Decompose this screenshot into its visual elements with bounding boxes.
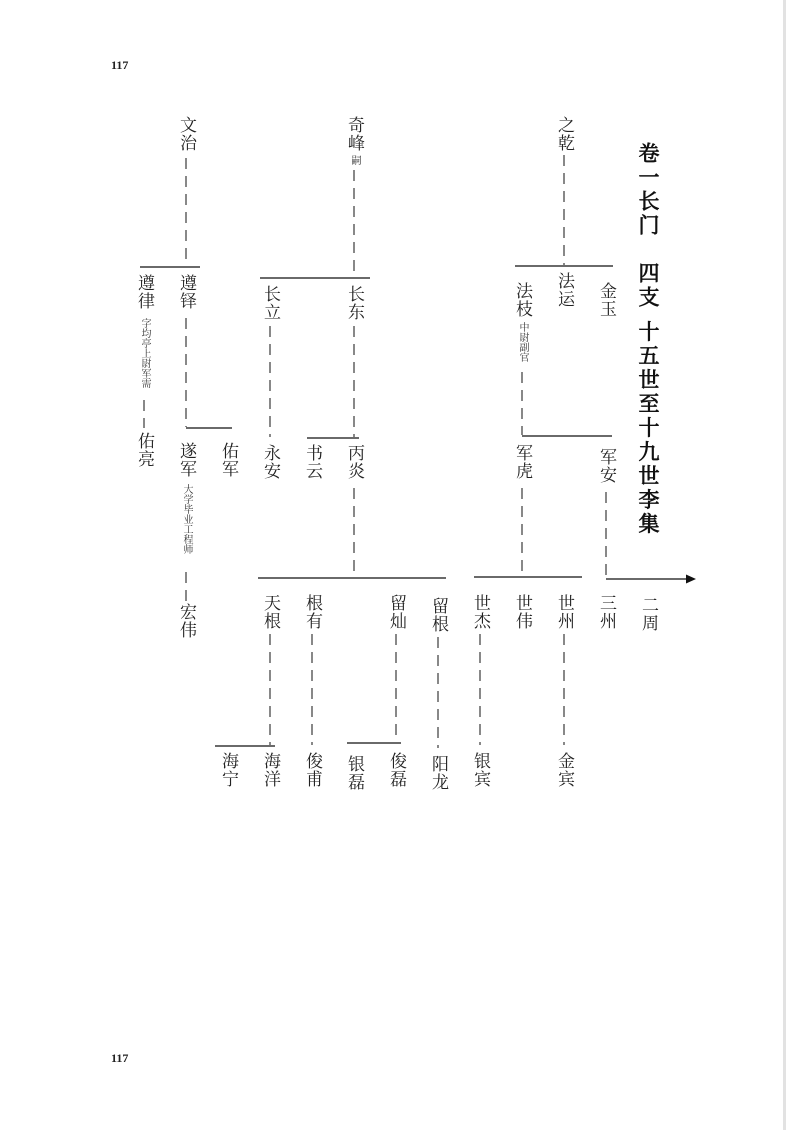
note-fazhi: 中尉副官 bbox=[517, 322, 528, 362]
name-yongan: 永安 bbox=[260, 444, 280, 480]
name-changli: 长立 bbox=[260, 285, 280, 321]
name-zunyi: 遵铎 bbox=[176, 274, 196, 310]
name-youjun: 佑军 bbox=[218, 442, 238, 478]
name-shijie: 世杰 bbox=[470, 594, 490, 630]
name-yanglong: 阳龙 bbox=[428, 755, 448, 791]
name-shizhou: 世州 bbox=[554, 594, 574, 630]
arrow-head bbox=[686, 575, 696, 584]
name-shiwei: 世伟 bbox=[512, 594, 532, 630]
name-junlei: 俊磊 bbox=[386, 752, 406, 788]
name-hongwei: 宏伟 bbox=[176, 603, 196, 639]
page-number-top: 117 bbox=[111, 58, 129, 72]
name-yinbin: 银宾 bbox=[470, 752, 490, 788]
name-liugen: 留根 bbox=[428, 597, 448, 633]
name-bingyan: 丙炎 bbox=[344, 444, 364, 480]
name-liucan: 留灿 bbox=[386, 594, 406, 630]
name-erzhou: 二周 bbox=[638, 596, 658, 632]
name-qifeng: 奇峰 bbox=[344, 116, 364, 152]
name-fazhi: 法枝 bbox=[512, 282, 532, 318]
name-changdong: 长东 bbox=[344, 285, 364, 321]
note-qifeng: 嗣 bbox=[349, 155, 360, 165]
name-junhu: 军虎 bbox=[512, 444, 532, 480]
name-tiangen: 天根 bbox=[260, 594, 280, 630]
name-junan: 军安 bbox=[596, 448, 616, 484]
name-zunlv: 遵律 bbox=[134, 274, 154, 310]
name-wenzhi: 文治 bbox=[176, 116, 196, 152]
name-haiyang: 海洋 bbox=[260, 752, 280, 788]
name-jinyu: 金玉 bbox=[596, 282, 616, 318]
page-title: 卷一长门 四支 十五世至十九世李集 bbox=[636, 142, 660, 537]
name-genyou: 根有 bbox=[302, 594, 322, 630]
name-haining: 海宁 bbox=[218, 752, 238, 788]
name-sanzhou: 三州 bbox=[596, 594, 616, 630]
page-number-bottom: 117 bbox=[111, 1051, 129, 1065]
name-zhiqian: 之乾 bbox=[554, 116, 574, 152]
name-youliang: 佑亮 bbox=[134, 432, 154, 468]
note-zunlv: 字均亭上尉军需 bbox=[139, 318, 150, 388]
name-yinlei: 银磊 bbox=[344, 755, 364, 791]
name-fayun: 法运 bbox=[554, 272, 574, 308]
name-suijun: 遂军 bbox=[176, 442, 196, 478]
name-jinbin: 金宾 bbox=[554, 752, 574, 788]
name-junfu: 俊甫 bbox=[302, 752, 322, 788]
note-suijun: 大学毕业工程师 bbox=[181, 484, 192, 554]
name-shuyun: 书云 bbox=[302, 444, 322, 480]
